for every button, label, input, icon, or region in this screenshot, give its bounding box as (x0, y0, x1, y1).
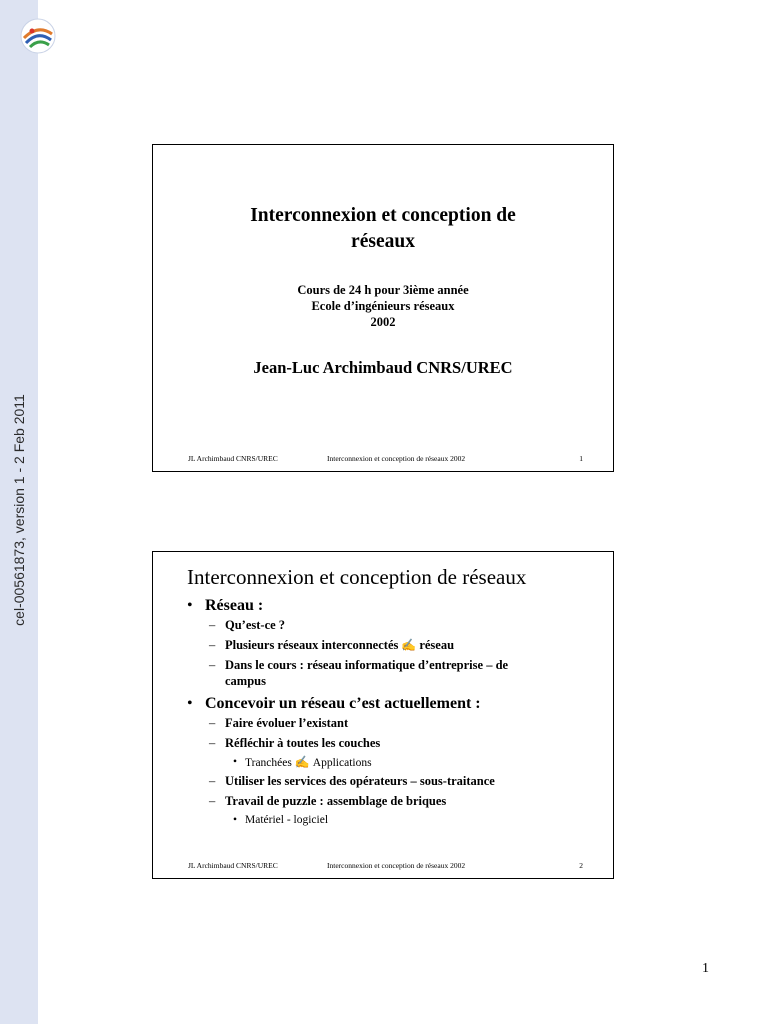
dash-marker: – (209, 793, 216, 808)
writing-hand-icon: ✍ (294, 755, 310, 769)
slide-1 (152, 144, 614, 472)
footer-author: JL Archimbaud CNRS/UREC (188, 454, 278, 463)
dash-marker: – (209, 716, 216, 730)
dash-marker: – (209, 774, 216, 788)
dash-marker: – (209, 637, 216, 652)
list-item (187, 753, 603, 772)
slide-2-footer (153, 860, 613, 872)
dash-marker: – (209, 618, 216, 632)
list-item (187, 772, 603, 792)
list-item (187, 714, 603, 734)
dash-marker: – (209, 735, 216, 750)
slide-1-title-line: Interconnexion et conception de (250, 205, 516, 226)
list-item (187, 693, 603, 714)
footer-slide-number: 2 (579, 861, 583, 870)
list-item-text: Tranchées (245, 757, 292, 769)
list-item-text: Travail de puzzle : assemblage de briques (225, 793, 447, 808)
list-item (187, 616, 603, 636)
page-number: 1 (702, 961, 709, 976)
list-item-text: Concevoir un réseau c’est actuellement : (205, 695, 481, 712)
footer-author: JL Archimbaud CNRS/UREC (188, 861, 278, 870)
footer-title: Interconnexion et conception de réseaux 2002 (327, 454, 466, 463)
dash-marker: – (209, 658, 216, 672)
slide-2-title: Interconnexion et conception de réseaux (187, 565, 527, 589)
list-item-text: Faire évoluer l’existant (225, 716, 349, 730)
slide-1-title-line: réseaux (351, 231, 415, 252)
list-item (187, 655, 603, 691)
list-item-text: Plusieurs réseaux interconnectés (225, 637, 399, 652)
list-item-text: Réfléchir à toutes les couches (225, 735, 381, 750)
list-item-text: Qu’est-ce ? (225, 618, 286, 632)
list-item (187, 811, 603, 829)
writing-hand-icon: ✍ (401, 637, 417, 652)
slide-2-bullet-list (187, 595, 603, 829)
slide-2 (152, 551, 614, 879)
list-item (187, 792, 603, 812)
list-item (187, 595, 603, 616)
footer-slide-number: 1 (579, 454, 583, 463)
list-item (187, 734, 603, 754)
bullet-marker: • (187, 597, 193, 614)
list-item-text: Réseau : (205, 597, 264, 614)
list-item-text: Dans le cours : réseau informatique d’entreprise – de (225, 658, 509, 672)
list-item-text: réseau (419, 637, 455, 652)
list-item-text: Applications (312, 757, 372, 769)
slide-1-footer (153, 453, 613, 465)
slide-1-author: Jean-Luc Archimbaud CNRS/UREC (253, 358, 513, 377)
subtitle-line: Cours de 24 h pour 3ième année (297, 283, 469, 297)
footer-title: Interconnexion et conception de réseaux 2002 (327, 861, 466, 870)
list-item (187, 636, 603, 656)
slide-1-title (153, 203, 613, 255)
subtitle-line: Ecole d’ingénieurs réseaux (311, 299, 455, 313)
list-item-text: Utiliser les services des opérateurs – sous-traitance (225, 774, 495, 788)
hal-archive-logo-icon (18, 16, 58, 56)
list-item-text: Matériel - logiciel (245, 814, 329, 826)
small-bullet-marker: • (233, 814, 238, 826)
slide-1-subtitle (153, 282, 613, 330)
small-bullet-marker: • (233, 756, 238, 768)
document-identifier: cel-00561873, version 1 - 2 Feb 2011 (11, 394, 27, 626)
subtitle-line: 2002 (370, 315, 396, 329)
bullet-marker: • (187, 695, 193, 712)
list-item-text: campus (225, 674, 266, 688)
